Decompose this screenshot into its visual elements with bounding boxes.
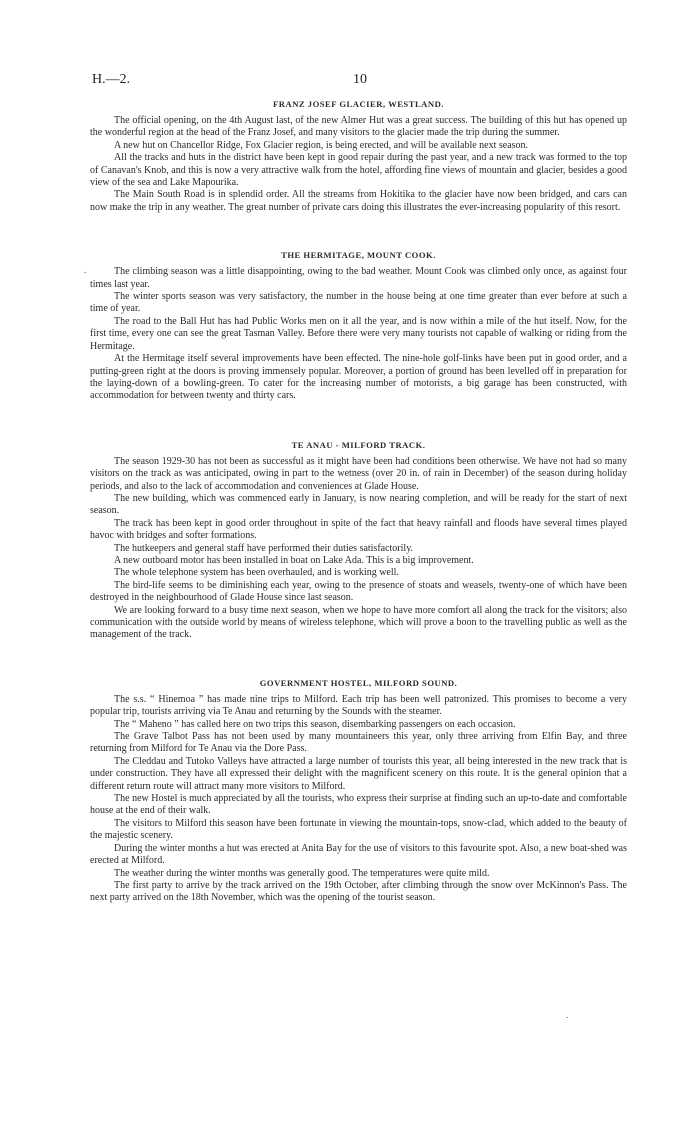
paragraph: The season 1929-30 has not been as successful as it might have been had conditions been otherwise. We have not had so many visitors on the track as was anticipated, owing in part to the wetness (over 20 in. of rain in December) of the season during holiday periods, and also to the lack of accommodation and conveniences at Glade House. — [90, 455, 627, 492]
paragraph: The climbing season was a little disappointing, owing to the bad weather. Mount Cook was climbed only once, as against four times last year. — [90, 266, 627, 290]
paragraph: The new building, which was commenced early in January, is now nearing completion, and will be ready for the start of next season. — [90, 492, 627, 517]
paragraph: The hutkeepers and general staff have performed their duties satisfactorily. — [114, 542, 414, 554]
paragraph: The track has been kept in good order throughout in spite of the fact that heavy rainfall and floods have several times played havoc with bridges and softer formations. — [90, 517, 627, 542]
paragraph: The visitors to Milford this season have been fortunate in viewing the mountain-tops, snow-clad, which added to the beauty of the majestic scenery. — [90, 817, 627, 842]
paragraph: The whole telephone system has been overhauled, and is working well. — [114, 567, 399, 579]
paragraph: The Main South Road is in splendid order. All the streams from Hokitika to the glacier have now been bridged, and cars can now make the trip in any weather. The great number of private cars doing this illustrates the ever-increasing popularity of this resort. — [90, 189, 627, 213]
paragraph: The Cleddau and Tutoko Valleys have attracted a large number of tourists this year, all being interested in the new track that is under construction. They have all expressed their delight with the magnificent scenery on this route. It is the general opinion that a different return route will attract many more visitors to Milford. — [90, 755, 627, 792]
scan-speck: . — [566, 1010, 569, 1020]
paragraph: The official opening, on the 4th August last, of the new Almer Hut was a great success. The building of this hut has opened up the wonderful region at the head of the Franz Josef, and many visitors to the glacier made the trip during the summer. — [90, 115, 627, 139]
page-number: 10 — [353, 72, 367, 87]
paragraph: The weather during the winter months was generally good. The temperatures were quite mild. — [114, 867, 490, 879]
paragraph: The road to the Ball Hut has had Public Works men on it all the year, and is now within a mile of the hut itself. Now, for the first time, every one can see the great Tasman Valley. Before there were very many tourists not capable of walking or riding from the Hermitage. — [90, 315, 627, 352]
paragraph: At the Hermitage itself several improvements have been effected. The nine-hole golf-links have been put in good order, and a putting-green right at the doors is proving immensely popular. Moreover, a portion of ground has been levelled off in preparation for the laying-down of a bowling-green. To cater for the increasing number of motorists, a big garage has been constructed, with accommodation for between twenty and thirty cars. — [90, 353, 627, 402]
paragraph: The winter sports season was very satisfactory, the number in the house being at one time greater than ever before at such a time of year. — [90, 291, 627, 315]
scan-speck: . — [84, 265, 87, 275]
paragraph: The s.s. “ Hinemoa ” has made nine trips to Milford. Each trip has been well patronized. This promises to become a very popular trip, tourists arriving via Te Anau and returning by the Sounds with the steamer. — [90, 693, 627, 718]
section-title: GOVERNMENT HOSTEL, MILFORD SOUND. — [259, 677, 458, 688]
section-milford-hostel — [90, 676, 627, 905]
section-title: THE HERMITAGE, MOUNT COOK. — [281, 250, 436, 261]
document-body — [90, 97, 627, 905]
paragraph: The “ Maheno ” has called here on two trips this season, disembarking passengers on each occasion. — [114, 718, 516, 730]
section-title: TE ANAU - MILFORD TRACK. — [291, 439, 426, 450]
paragraph: The first party to arrive by the track arrived on the 19th October, after climbing through the snow over McKinnon's Pass. The next party arrived on the 18th November, which was the opening of the tourist season. — [90, 879, 627, 904]
section-title: FRANZ JOSEF GLACIER, WESTLAND. — [273, 99, 444, 109]
paragraph: During the winter months a hut was erected at Anita Bay for the use of visitors to this favourite spot. Also, a new boat-shed was erected at Milford. — [90, 842, 627, 867]
document-reference: H.—2. — [92, 72, 131, 87]
paragraph: The new Hostel is much appreciated by all the tourists, who express their surprise at finding such an up-to-date and comfortable house at the end of their walk. — [90, 793, 627, 817]
paragraph: All the tracks and huts in the district have been kept in good repair during the past year, and a new track was formed to the top of Canavan's Knob, and this is now a very attractive walk from the hotel, affording fine views of mountain and glacier, besides a good view of the sea and Lake Mapourika. — [90, 152, 627, 189]
section-te-anau-milford — [90, 438, 627, 642]
paragraph: We are looking forward to a busy time next season, when we hope to have more comfort all along the track for the visitors; also communication with the outside world by means of wireless telephone, which will prove a boon to the travelling public as well as the management of the track. — [90, 604, 627, 641]
section-franz-josef — [90, 97, 627, 214]
paragraph: The bird-life seems to be diminishing each year, owing to the presence of stoats and weasels, twenty-one of which have been destroyed in the neighbourhood of Glade House since last season. — [90, 579, 627, 604]
section-hermitage — [90, 248, 627, 402]
paragraph: A new hut on Chancellor Ridge, Fox Glacier region, is being erected, and will be available next season. — [114, 139, 529, 151]
paragraph: The Grave Talbot Pass has not been used by many mountaineers this year, only three arriving from Elfin Bay, and three returning from Milford for Te Anau via the Dore Pass. — [90, 731, 627, 755]
paragraph: A new outboard motor has been installed in boat on Lake Ada. This is a big improvement. — [114, 554, 474, 566]
